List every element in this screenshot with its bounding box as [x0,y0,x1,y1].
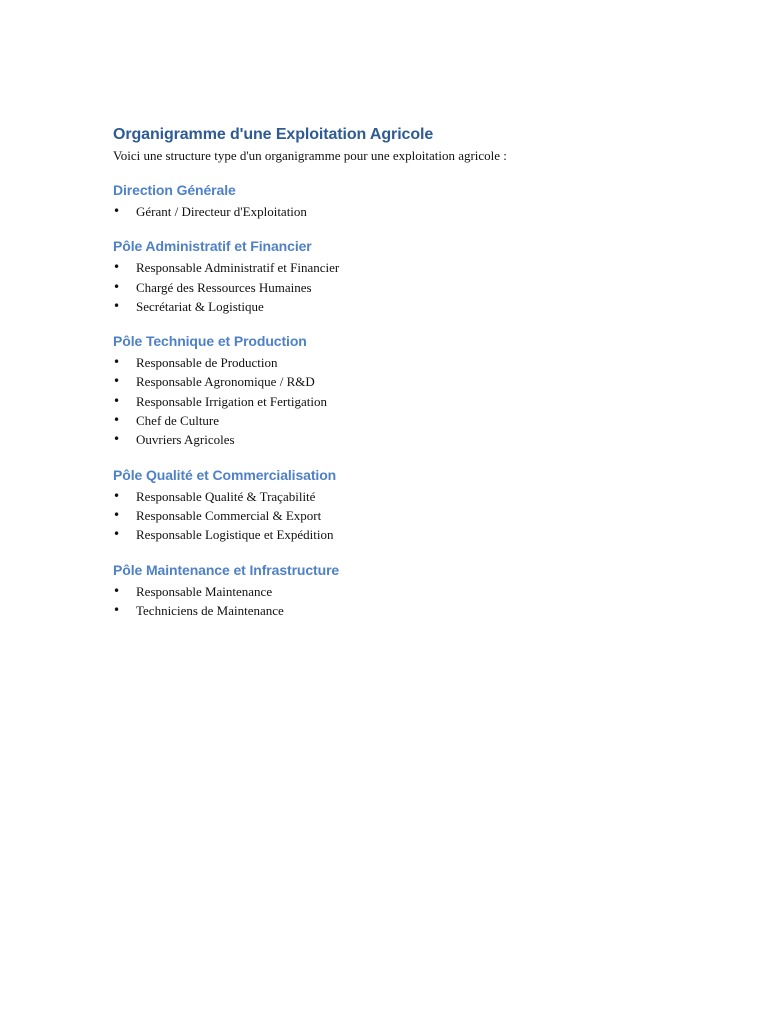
bullet-icon: • [113,279,121,294]
list-item-label: Gérant / Directeur d'Exploitation [136,204,307,219]
list-item [113,202,713,221]
list-item-label: Responsable Administratif et Financier [136,260,340,276]
list-item [113,372,713,391]
section-heading: Pôle Maintenance et Infrastructure [113,561,340,578]
list-item-label: Chef de Culture [136,413,220,429]
bullet-icon: • [113,393,121,408]
list-item [113,258,713,277]
item-list [113,258,713,316]
list-item-label: Techniciens de Maintenance [136,602,284,618]
bullet-icon: • [113,527,121,542]
list-item [113,487,713,506]
section-pole-qualite [113,465,713,545]
list-item [113,430,713,449]
section-pole-administratif [113,236,713,316]
item-list [113,353,713,449]
bullet-icon: • [113,583,121,598]
list-item-label: Responsable de Production [136,355,278,371]
list-item [113,297,713,316]
intro-paragraph: Voici une structure type d'un organigramme pour une exploitation agricole : [113,148,507,163]
document-title: Organigramme d'une Exploitation Agricole [113,126,434,143]
list-item-label: Ouvriers Agricoles [136,432,235,448]
bullet-icon: • [113,374,121,389]
list-item-label: Responsable Irrigation et Fertigation [136,393,327,409]
list-item-label: Responsable Commercial & Export [136,507,322,523]
list-item-label: Responsable Logistique et Expédition [136,527,334,543]
section-pole-maintenance [113,560,713,621]
list-item [113,353,713,372]
bullet-icon: • [113,355,121,370]
list-item-label: Chargé des Ressources Humaines [136,279,312,295]
list-item-label: Responsable Qualité & Traçabilité [136,488,316,504]
item-list [113,202,713,221]
bullet-icon: • [113,602,121,617]
bullet-icon: • [113,507,121,522]
list-item-label: Responsable Agronomique / R&D [136,374,315,390]
bullet-icon: • [113,298,121,313]
section-heading: Direction Générale [113,182,236,198]
bullet-icon: • [113,260,121,275]
list-item-label: Responsable Maintenance [136,583,273,599]
bullet-icon: • [113,413,121,428]
list-item [113,506,713,525]
bullet-icon: • [113,488,121,503]
list-item [113,601,713,620]
list-item [113,411,713,430]
list-item [113,582,713,601]
list-item [113,278,713,297]
section-pole-technique [113,331,713,449]
section-heading: Pôle Technique et Production [113,333,307,350]
list-item [113,525,713,544]
section-direction-generale [113,180,713,221]
section-heading: Pôle Administratif et Financier [113,238,312,255]
item-list [113,582,713,621]
document-page [113,124,713,620]
bullet-icon: • [113,432,121,447]
bullet-icon: • [113,204,121,218]
list-item-label: Secrétariat & Logistique [136,298,264,314]
section-heading: Pôle Qualité et Commercialisation [113,466,337,483]
item-list [113,487,713,545]
list-item [113,392,713,411]
